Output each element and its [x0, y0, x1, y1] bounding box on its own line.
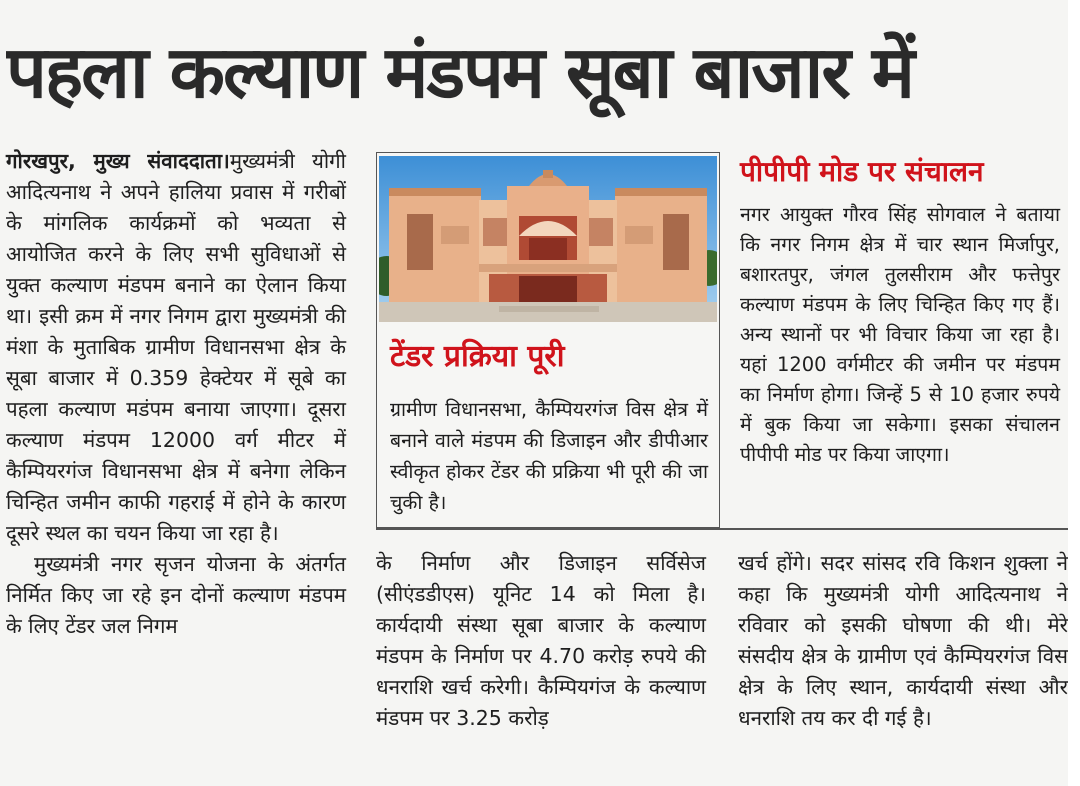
- column-1-paragraph-2: मुख्यमंत्री नगर सृजन योजना के अंतर्गत निर्मित किए जा रहे इन दोनों कल्याण मंडपम के लिए टेंडर जल निगम: [6, 552, 346, 638]
- column-1-paragraph-1: [6, 146, 346, 549]
- tender-heading: टेंडर प्रक्रिया पूरी: [390, 339, 565, 374]
- page-edge: [1068, 0, 1080, 786]
- column-3: खर्च होंगे। सदर सांसद रवि किशन शुक्ला ने कहा कि मुख्यमंत्री योगी आदित्यनाथ ने रविवार को इसकी घोषणा की थी। मेरे संसदीय क्षेत्र के ग्रामीण एवं कैम्पियरगंज विस क्षेत्र के लिए स्थान, कार्यदायी संस्था और धनराशि तय कर दी गई है।: [738, 551, 1068, 730]
- building-illustration: [379, 156, 717, 322]
- tender-text: ग्रामीण विधानसभा, कैम्पियरगंज विस क्षेत्र में बनाने वाले मंडपम की डिजाइन और डीपीआर स्वीकृत होकर टेंडर की प्रक्रिया भी पूरी की जा चुकी है।: [390, 398, 708, 514]
- column-1-text: मुख्यमंत्री योगी आदित्यनाथ ने अपने हालिया प्रवास में गरीबों के मांगलिक कार्यक्रमों को भव्यता से आयोजित करने के लिए सभी सुविधाओं से युक्त कल्याण मंडपम बनाने का ऐलान किया था। इसी क्रम में नगर निगम द्वारा मुख्यमंत्री की मंशा के मुताबिक ग्रामीण विधानसभा क्षेत्र के सूबा बाजार में 0.359 हेक्टेयर में सूबे का पहला कल्याण मडंपम बनाया जाएगा। दूसरा कल्याण मंडपम 12000 वर्ग मीटर में कैम्पियरगंज विधानसभा क्षेत्र में बनेगा लेकिन चिन्हित जमीन काफी गहराई में होने के कारण दूसरे स्थल का चयन किया जा रहा है।: [6, 149, 346, 545]
- box-divider: [376, 528, 1068, 530]
- column-2: के निर्माण और डिजाइन सर्विसेज (सीएंडडीएस) यूनिट 14 को मिला है। कार्यदायी संस्था सूबा बाजार के कल्याण मंडपम के निर्माण पर 4.70 करोड़ रुपये की धनराशि खर्च करेगी। कैम्पियगंज के कल्याण मंडपम पर 3.25 करोड़: [376, 551, 706, 730]
- dateline: गोरखपुर, मुख्य संवाददाता।: [6, 149, 230, 173]
- headline: पहला कल्याण मंडपम सूबा बाजार में: [6, 30, 913, 114]
- kalyan-mandapam-photo: [379, 156, 717, 322]
- ppp-heading: पीपीपी मोड पर संचालन: [740, 155, 984, 188]
- ppp-text: नगर आयुक्त गौरव सिंह सोगवाल ने बताया कि नगर निगम क्षेत्र में चार स्थान मिर्जापुर, बशारतपुर, जंगल तुलसीराम और फत्तेपुर कल्याण मंडपम के लिए चिन्हित किए गए हैं। अन्य स्थानों पर भी विचार किया जा रहा है। यहां 1200 वर्गमीटर की जमीन पर मंडपम का निर्माण होगा। जिन्हें 5 से 10 हजार रुपये में बुक किया जा सकेगा। इसका संचालन पीपीपी मोड पर किया जाएगा।: [740, 203, 1060, 466]
- column-1: [6, 146, 346, 642]
